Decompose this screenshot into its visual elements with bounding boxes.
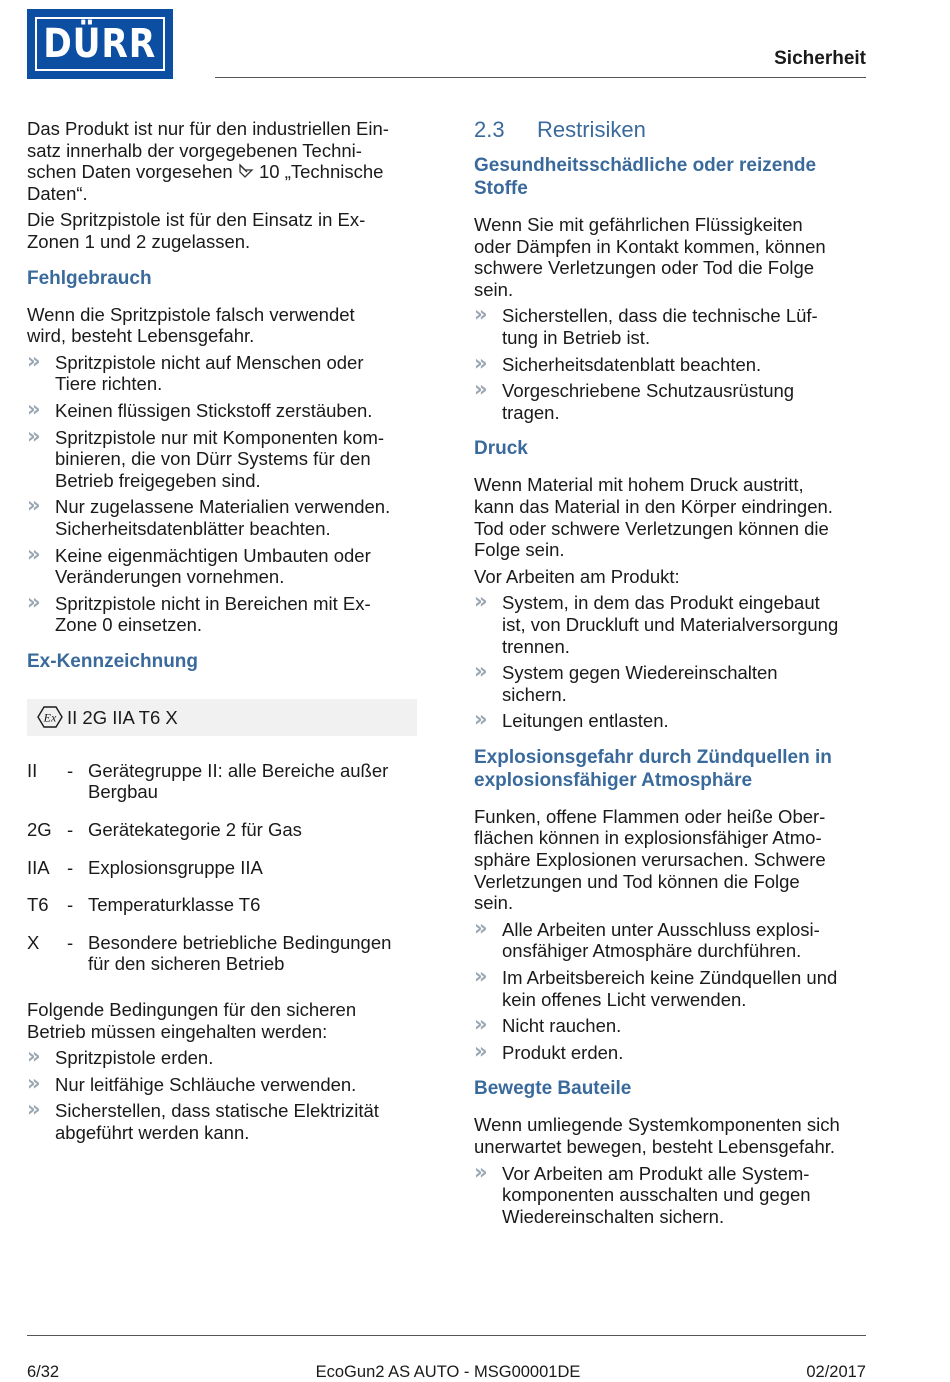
conditions-list	[27, 1044, 417, 1143]
double-chevron-icon: »	[27, 348, 41, 373]
list-item: » Spritzpistole nicht auf Menschen oder Tiere richten.	[27, 348, 364, 395]
table-row: T6 - Temperaturklasse T6	[27, 894, 261, 916]
ex-marking-box	[27, 699, 417, 736]
hazard-list-substances	[474, 302, 869, 423]
list-item: » Spritzpistole nur mit Komponenten kom- binieren, die von Dürr Systems für den Betrieb freigegeben sind.	[27, 423, 385, 491]
list-item: » Spritzpistole nicht in Bereichen mit Ex- Zone 0 einsetzen.	[27, 589, 371, 636]
double-chevron-icon: »	[474, 964, 488, 989]
document-date: 02/2017	[806, 1363, 866, 1381]
ex-marking-heading: Ex-Kennzeichnung	[27, 650, 199, 672]
list-item: » Keinen flüssigen Stickstoff zerstäuben.	[27, 396, 373, 421]
double-chevron-icon: »	[27, 589, 41, 614]
list-item: » System gegen Wiedereinschalten sichern.	[474, 659, 778, 705]
list-item: » Sicherstellen, dass die technische Lüf- tung in Betrieb ist.	[474, 302, 818, 348]
hazard-text-pressure-2: Vor Arbeiten am Produkt:	[474, 565, 680, 587]
document-id: EcoGun2 AS AUTO - MSG00001DE	[315, 1363, 581, 1381]
list-item: » Sicherstellen, dass statische Elektrizität abgeführt werden kann.	[27, 1097, 379, 1143]
double-chevron-icon: »	[474, 915, 488, 940]
double-chevron-icon: »	[474, 707, 488, 732]
double-chevron-icon: »	[27, 1070, 41, 1095]
double-chevron-icon: »	[474, 302, 488, 327]
company-logo	[27, 9, 173, 79]
intro-text: Das Produkt ist nur für den industriellen Ein- satz innerhalb der vorgegebenen Techni- schen Daten vorgesehen	[27, 118, 389, 183]
svg-text:Ex: Ex	[43, 710, 57, 725]
hazard-heading-explosion: Explosionsgefahr durch Zündquellen in explosionsfähiger Atmosphäre	[474, 746, 832, 791]
table-row: IIA - Explosionsgruppe IIA	[27, 856, 263, 878]
misuse-list	[27, 348, 417, 636]
hazard-text-explosion: Funken, offene Flammen oder heiße Ober- flächen können in explosionsfähiger Atmo- sphäre Explosionen verursachen. Schwere Verletzungen und Tod können die Folge sein.	[474, 805, 826, 914]
intro-paragraph	[27, 118, 417, 204]
list-item: » System, in dem das Produkt eingebaut ist, von Druckluft und Materialversorgung trennen.	[474, 589, 839, 657]
double-chevron-icon: »	[27, 1044, 41, 1069]
hazard-heading-moving-parts: Bewegte Bauteile	[474, 1078, 632, 1100]
header-divider	[215, 77, 866, 78]
page-header-title: Sicherheit	[774, 48, 866, 69]
double-chevron-icon: »	[27, 423, 41, 448]
misuse-heading: Fehlgebrauch	[27, 267, 152, 289]
right-column	[474, 118, 869, 1232]
conditions-text: Folgende Bedingungen für den sicheren Betrieb müssen eingehalten werden:	[27, 999, 357, 1042]
list-item: » Nur leitfähige Schläuche verwenden.	[27, 1070, 357, 1095]
logo-text: DÜRR	[43, 21, 157, 67]
footer-divider	[27, 1335, 866, 1336]
list-item: » Sicherheitsdatenblatt beachten.	[474, 350, 762, 375]
double-chevron-icon: »	[27, 1097, 41, 1122]
intro-paragraph-2: Die Spritzpistole ist für den Einsatz in Ex- Zonen 1 und 2 zugelassen.	[27, 209, 366, 252]
hazard-heading-pressure: Druck	[474, 438, 528, 460]
ex-marking-table	[27, 760, 417, 975]
double-chevron-icon: »	[474, 350, 488, 375]
section-heading	[474, 118, 869, 142]
double-chevron-icon: »	[27, 541, 41, 566]
page-number: 6/32	[27, 1363, 60, 1381]
table-row: II - Gerätegruppe II: alle Bereiche außer Bergbau	[27, 759, 389, 803]
list-item: » Nur zugelassene Materialien verwenden. Sicherheitsdatenblätter beachten.	[27, 493, 391, 539]
double-chevron-icon: »	[474, 1038, 488, 1063]
list-item: » Im Arbeitsbereich keine Zündquellen und kein offenes Licht verwenden.	[474, 964, 838, 1010]
ex-marking-code: II 2G IIA T6 X	[67, 706, 178, 728]
double-chevron-icon: »	[474, 377, 488, 402]
list-item: » Vor Arbeiten am Produkt alle System- komponenten ausschalten und gegen Wiedereinschalten sichern.	[474, 1159, 811, 1227]
section-title: Restrisiken	[537, 117, 646, 142]
double-chevron-icon: »	[27, 396, 41, 421]
hazard-text-substances: Wenn Sie mit gefährlichen Flüssigkeiten oder Dämpfen in Kontakt kommen, können schwere Verletzungen oder Tod die Folge sein.	[474, 214, 826, 300]
section-number: 2.3	[474, 117, 505, 142]
list-item: » Produkt erden.	[474, 1038, 624, 1063]
hazard-list-moving-parts	[474, 1159, 869, 1228]
ex-hexagon-icon	[37, 706, 63, 728]
misuse-text: Wenn die Spritzpistole falsch verwendet wird, besteht Lebensgefahr.	[27, 303, 355, 347]
list-item: » Spritzpistole erden.	[27, 1044, 214, 1069]
list-item: » Nicht rauchen.	[474, 1012, 622, 1037]
table-row: 2G - Gerätekategorie 2 für Gas	[27, 819, 302, 841]
left-column	[27, 118, 417, 1149]
double-chevron-icon: »	[474, 1012, 488, 1037]
table-row: X - Besondere betriebliche Bedingungen für den sicheren Betrieb	[27, 931, 392, 975]
double-chevron-icon: »	[27, 493, 41, 518]
double-chevron-icon: »	[474, 1159, 488, 1184]
hazard-heading-substances: Gesundheitsschädliche oder reizende Stoffe	[474, 155, 817, 199]
hazard-list-pressure	[474, 589, 869, 732]
hazard-text-moving-parts: Wenn umliegende Systemkomponenten sich unerwartet bewegen, besteht Lebensgefahr.	[474, 1114, 840, 1157]
double-chevron-icon: »	[474, 659, 488, 684]
double-chevron-icon: »	[474, 589, 488, 614]
list-item: » Alle Arbeiten unter Ausschluss explosi- onsfähiger Atmosphäre durchführen.	[474, 915, 820, 962]
hazard-list-explosion	[474, 915, 869, 1064]
list-item: » Vorgeschriebene Schutzausrüstung tragen.	[474, 377, 795, 423]
list-item: » Keine eigenmächtigen Umbauten oder Veränderungen vornehmen.	[27, 541, 371, 588]
list-item: » Leitungen entlasten.	[474, 707, 669, 732]
hazard-text-pressure: Wenn Material mit hohem Druck austritt, kann das Material in den Körper eindringen. Tod oder schwere Verletzungen können die Folge sein.	[474, 474, 833, 561]
hand-pointer-icon	[238, 163, 254, 179]
intro-reference-link[interactable]: 10 „Technische Daten“.	[27, 161, 384, 204]
